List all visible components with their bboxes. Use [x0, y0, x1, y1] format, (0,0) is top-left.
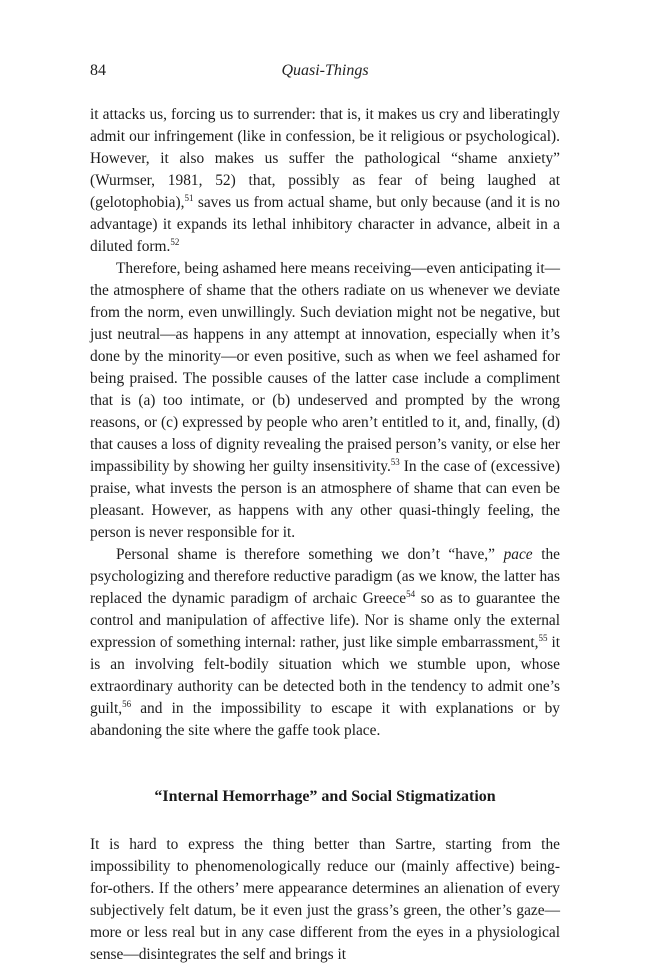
paragraph-text: saves us from actual shame, but only because (and it is no advantage) it expands its lethal inhibitory character in advance, albeit in a diluted form. [90, 194, 560, 255]
paragraph-text: In the case of (excessive) praise, what invests the person is an atmosphere of shame that can even be pleasant. However, as happens with any other quasi-thingly feeling, the person is never responsible for it. [90, 458, 560, 541]
page-number: 84 [90, 62, 106, 79]
footnote-marker[interactable]: 54 [406, 589, 416, 599]
paragraph [90, 104, 560, 258]
footnote-marker[interactable]: 53 [390, 457, 400, 467]
paragraph-text: it is an involving felt-bodily situation which we stumble upon, whose extraordinary authority can be detected both in the tendency to admit one’s guilt, [90, 634, 560, 717]
paragraph-text: so as to guarantee the control and manipulation of affective life). Nor is shame only the external expression of something internal: rather, just like simple embarrassment, [90, 590, 560, 651]
paragraph [90, 544, 560, 742]
italic-term: pace [503, 546, 533, 563]
footnote-marker[interactable]: 55 [538, 633, 548, 643]
paragraph-text: it attacks us, forcing us to surrender: that is, it makes us cry and liberatingly admit our infringement (like in confession, be it religious or psychological). However, it also makes us suffer the pathological “shame anxiety” (Wurmser, 1981, 52) that, possibly as fear of being laughed at (gelotophobia), [90, 106, 560, 211]
paragraph-text: Therefore, being ashamed here means receiving—even anticipating it—the atmosphere of shame that the others radiate on us whenever we deviate from the norm, even unwillingly. Such deviation might not be negative, but just neutral—as happens in any attempt at innovation, especially when it’s done by the minority—or even positive, such as when we feel ashamed for being praised. The possible causes of the latter case include a compliment that is (a) too intimate, or (b) undeserved and prompted by the wrong reasons, or (c) expressed by people who aren’t entitled to it, and, finally, (d) that causes a loss of dignity revealing the praised person’s vanity, or else her impassibility by showing her guilty insensitivity. [90, 260, 560, 475]
running-head [90, 62, 560, 84]
paragraph: It is hard to express the thing better than Sartre, starting from the impossibility to phenomenologically reduce our (mainly affective) being-for-others. If the others’ mere appearance determines an alienation of every subjectively felt datum, be it even just the grass’s green, the other’s gaze—more or less real but in any case different from the eyes in a physiological sense—disintegrates the self and brings it [90, 836, 560, 963]
paragraph-text: and in the impossibility to escape it with explanations or by abandoning the site where the gaffe took place. [90, 700, 560, 739]
body-text [90, 104, 560, 966]
paragraph-text: the psychologizing and therefore reductive paradigm (as we know, the latter has replaced the dynamic paradigm of archaic Greece [90, 546, 561, 607]
footnote-marker[interactable]: 52 [170, 237, 180, 247]
running-title: Quasi-Things [281, 62, 369, 79]
footnote-marker[interactable]: 51 [184, 193, 194, 203]
footnote-marker[interactable]: 56 [122, 699, 132, 709]
paragraph-text: Personal shame is therefore something we don’t “have,” [116, 546, 504, 563]
paragraph [90, 258, 560, 544]
section-heading: “Internal Hemorrhage” and Social Stigmatization [154, 788, 496, 805]
